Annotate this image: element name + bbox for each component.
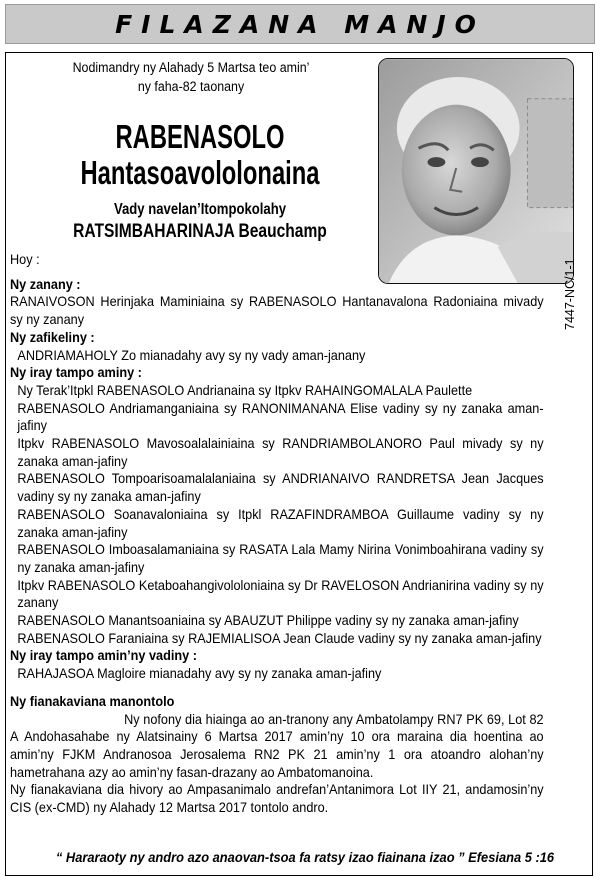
reference-code: 7447-NC/1-1 <box>563 258 577 330</box>
spouse-siblings-heading: Ny iray tampo amin’ny vadiny : <box>10 648 197 664</box>
deceased-given-name: Hantasoavololonaina <box>80 154 320 191</box>
notice-body <box>10 251 544 817</box>
sibling-entry: RABENASOLO Soanavaloniaina sy Itpkl RAZAFINDRAMBOA Guillaume vadiny sy ny zanaka aman-jafiny <box>17 506 544 540</box>
sibling-entry: RABENASOLO Imboasalamaniaina sy RASATA Lala Mamy Nirina Vonimboahirana vadiny sy ny zanaka aman-jafiny <box>17 542 544 575</box>
notice-title: FILAZANA MANJO <box>115 9 485 39</box>
funeral-heading: Ny fianakaviana manontolo <box>10 693 175 709</box>
sibling-entry: Itpkv RABENASOLO Ketaboahangivololoniaina sy Dr RAVELOSON Andrianirina vadiny sy ny zanany <box>17 577 544 611</box>
deceased-surname: RABENASOLO <box>115 118 285 155</box>
bible-quote: “ Hararaoty ny andro azo anaovan-tsoa fa ratsy izao fiainana izao ” Efesiana 5 :16 <box>55 849 555 865</box>
spouse-name: RATSIMBAHARINAJA Beauchamp <box>73 221 327 242</box>
hoy-label: Hoy : <box>10 252 40 267</box>
funeral-paragraph-2: Ny fianakaviana dia hivory ao Ampasanimalo andrefan’Antanimora Lot IIY 21, andamosin’ny CIS (ex-CMD) ny Alahady 12 Martsa 2017 tontolo andro. <box>10 782 544 816</box>
children-text: RANAIVOSON Herinjaka Maminiaina sy RABENASOLO Hantanavalona Radoniaina mivady sy ny zanany <box>10 294 544 328</box>
sibling-entry: RABENASOLO Faraniaina sy RAJEMIALISOA Jean Claude vadiny sy ny zanaka aman-jafiny <box>17 630 542 646</box>
sibling-entry: RABENASOLO Tompoarisoamalalaniaina sy ANDRIANAIVO RANDRETSA Jean Jacques vadiny sy ny zanaka aman-jafiny <box>17 471 544 505</box>
sibling-entry: Itpkv RABENASOLO Mavosoalalainiaina sy RANDRIAMBOLANORO Paul mivady sy ny zanaka aman-jafiny <box>17 436 544 469</box>
spouse-siblings-text: RAHAJASOA Magloire mianadahy avy sy ny zanaka aman-jafiny <box>17 666 382 682</box>
spouse-label: Vady navelan’Itompokolahy <box>113 201 287 218</box>
grandchildren-text: ANDRIAMAHOLY Zo mianadahy avy sy ny vady aman-janany <box>17 347 366 363</box>
notice-header <box>5 4 595 44</box>
funeral-paragraph-1: Ny nofony dia hiainga ao an-tranony any Ambatolampy RN7 PK 69, Lot 82 A Andohasahabe ny Alatsinainy 6 Martsa 2017 amin’ny 10 ora maraina dia hoentina ao amin’ny FJKM Andranosoa Jerosalema RN2 PK 21 amin’ny 1 ora atoandro alohan’ny hametrahana azy ao amin’ny fasan-drazany ao Ambatomanoina. <box>10 711 544 780</box>
children-heading: Ny zanany : <box>10 276 81 292</box>
sibling-entry: RABENASOLO Andriamanganiaina sy RANONIMANANA Elise vadiny sy ny zanaka aman-jafiny <box>17 400 544 434</box>
sibling-entry: Ny Terak’Itpkl RABENASOLO Andrianaina sy Itpkv RAHAINGOMALALA Paulette <box>17 382 473 398</box>
intro-line-1: Nodimandry ny Alahady 5 Martsa teo amin’ <box>72 60 310 75</box>
siblings-heading: Ny iray tampo aminy : <box>10 365 142 381</box>
grandchildren-heading: Ny zafikeliny : <box>10 329 95 345</box>
sibling-entry: RABENASOLO Manantsoaniaina sy ABAUZUT Philippe vadiny sy ny zanaka aman-jafiny <box>17 613 519 629</box>
intro-line-2: ny faha-82 taonany <box>137 79 245 94</box>
death-announcement <box>48 58 333 96</box>
